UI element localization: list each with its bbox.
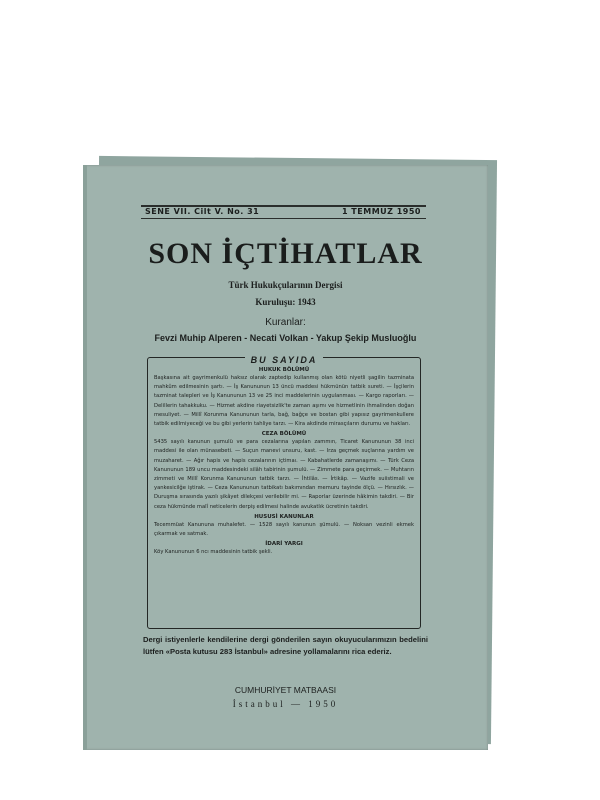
founded-year: Kuruluşu: 1943: [255, 297, 316, 307]
magazine-title: SON İÇTİHATLAR: [148, 237, 423, 270]
section-body-ceza: 5435 sayılı kanunun şumulü ve para cezalarına yapılan zammın, Ticaret Kanununun 38 inci maddesi ile olan münasebeti. — Suçun manevi unsuru, kast. — Irza geçmek suçlarına yardım ve muzaharet. — Ağır hapis ve hapis cezalarının içtimaı. — Kabahatlerde zamanaşımı. — Türk Ceza Kanununun 189 uncu maddesindeki silâh tabirinin şumulü. — Zimmete para geçirmek. — Muhtarın zimmeti ve Millî Korunma Kanununun tatbik tarzı. — İhtilâs. — İrtikâp. — Vazife suiistimali ve yankesicilğe iştirak. — Ceza Kanununun tatbikatı bakımından memuru tayinde ölçü. — Hırsızlık. — Duruşma sırasında yazılı şikâyet dilekçesi verilebilir mi. — Raporlar üzerinde hâkimin takdiri. — Bir ceza hükmünde malî neticelerin derpiş edilmesi halinde avukatlık ücretinin takdiri.: [154, 439, 414, 510]
section-body-hukuk: Başkasına ait gayrimenkulü haksız olarak zaptedip kullanmış olan kötü niyetli şagilin tazminata mahkûm edilmesinin şartı. — İş Kanununun 13 üncü maddesi hükmünün tatbik sureti. — İşçilerin tazminat talepleri ve İş Kanununun 13 ve 25 inci maddelerinin uygulanması. — Kargo raporları. — Delillerin tahakkuku. — Hizmet akdine riayetsizlik'te zaman aşımı ve hizmetlinin ihmalinden doğan mesuliyet. — Millî Korunma Kanununun tarla, bağ, bağçe ve bostan gibi yapısız gayrimenkullere tatbik edilmiyeceği ve bu gibi yerlerin tahliye tarzı. — Kira akdinde mirasçıların durumu ve hakları.: [154, 375, 414, 428]
section-body-hususi: Tecemmüat Kanununa muhalefet. — 1528 sayılı kanunun şümulü. — Noksan vezinli ekmek çıkarmak ve satmak.: [154, 521, 414, 538]
issue-date: 1 TEMMUZ 1950: [341, 207, 421, 216]
issue-line: SENE VII. Cilt V. No. 31: [145, 207, 260, 216]
section-title-hukuk: HUKUK BÖLÜMÜ: [258, 367, 310, 373]
section-title-ceza: CEZA BÖLÜMÜ: [261, 431, 307, 438]
contents-heading: BU SAYIDA: [245, 355, 324, 365]
header-rule-bottom: [141, 218, 426, 219]
founders-label: Kuranlar:: [265, 317, 306, 328]
section-body-idari: Köy Kanununun 6 ncı maddesinin tatbik şekli.: [154, 549, 273, 556]
printer-name: CUMHURİYET MATBAASI: [234, 685, 337, 695]
contents-body: [154, 365, 414, 557]
magazine-subtitle: Türk Hukukçularının Dergisi: [228, 280, 343, 290]
section-title-hususi: HUSUSİ KANUNLAR: [254, 513, 314, 520]
founders-names: Fevzi Muhip Alperen - Necati Volkan - Yakup Şekip Musluoğlu: [154, 333, 417, 343]
contents-box: [147, 357, 421, 629]
city-year: İstanbul — 1950: [232, 699, 339, 709]
subscription-notice: Dergi istiyenlerle kendilerine dergi gönderilen sayın okuyucularımızın bedelini lütfen «Posta kutusu 283 İstanbul» adresine yollamalarını rica ederiz.: [143, 635, 428, 656]
magazine-cover: [83, 165, 488, 750]
section-title-idari: İDARİ YARGI: [265, 541, 303, 548]
